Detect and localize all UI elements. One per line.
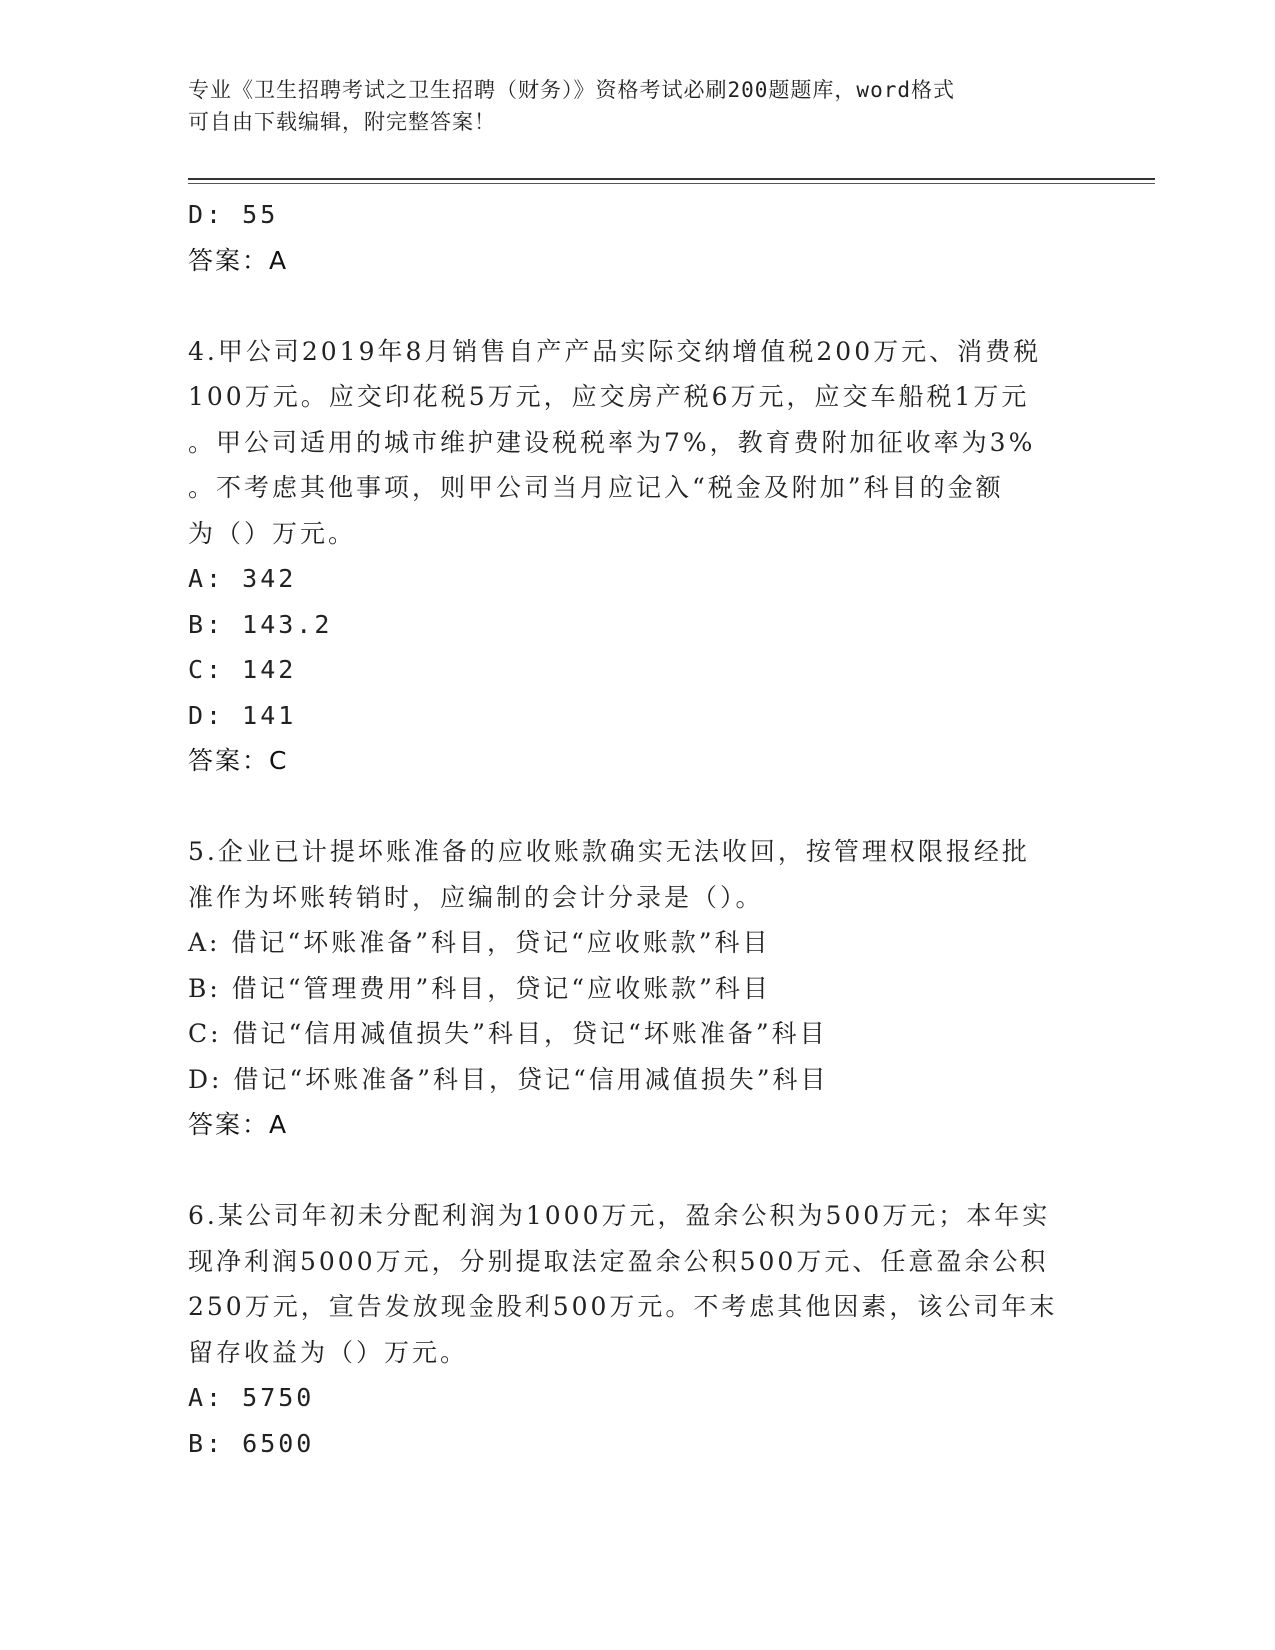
question-text-line: 准作为坏账转销时，应编制的会计分录是（）。 xyxy=(188,882,764,912)
question-text-line: 。甲公司适用的城市维护建设税税率为7%，教育费附加征收率为3% xyxy=(188,427,1036,457)
question-text-line: 现净利润5000万元，分别提取法定盈余公积500万元、任意盈余公积 xyxy=(188,1246,1049,1276)
option-b: B: 借记“管理费用”科目，贷记“应收账款”科目 xyxy=(188,973,771,1003)
header-divider-thin xyxy=(188,183,1155,184)
option-b: B: 6500 xyxy=(188,1428,315,1458)
spacer xyxy=(188,283,1088,329)
option-c: C: 142 xyxy=(188,655,297,684)
question-text-line: 100万元。应交印花税5万元，应交房产税6万元，应交车船税1万元 xyxy=(188,382,1030,411)
header-line-1: 专业《卫生招聘考试之卫生招聘（财务）》资格考试必刷200题题库，word格式 xyxy=(188,78,955,102)
option-d: D: 借记“坏账准备”科目，贷记“信用减值损失”科目 xyxy=(188,1064,829,1094)
question-text-line: 为（）万元。 xyxy=(188,518,357,548)
question-5 xyxy=(188,829,1088,1148)
option-c: C: 借记“信用减值损失”科目，贷记“坏账准备”科目 xyxy=(188,1019,828,1048)
answer-line: 答案：C xyxy=(188,746,289,775)
header-line-2: 可自由下载编辑，附完整答案！ xyxy=(188,110,496,134)
question-text-line: 留存收益为（）万元。 xyxy=(188,1337,469,1367)
option-a: A: 342 xyxy=(188,564,297,593)
question-text-line: 6.某公司年初未分配利润为1000万元，盈余公积为500万元；本年实 xyxy=(188,1201,1051,1230)
header-divider-thick xyxy=(188,178,1155,180)
question-text-line: 250万元，宣告发放现金股利500万元。不考虑其他因素，该公司年末 xyxy=(188,1292,1058,1321)
answer-line: 答案：A xyxy=(188,1110,289,1139)
option-d: D: 141 xyxy=(188,700,297,730)
document-header xyxy=(188,74,1088,138)
question-6 xyxy=(188,1193,1088,1466)
question-text-line: 4.甲公司2019年8月销售自产产品实际交纳增值税200万元、消费税 xyxy=(188,336,1042,366)
question-content xyxy=(188,192,1088,1466)
spacer xyxy=(188,784,1088,830)
spacer xyxy=(188,1148,1088,1194)
question-text-line: 。不考虑其他事项，则甲公司当月应记入“税金及附加”科目的金额 xyxy=(188,473,1004,502)
prev-question xyxy=(188,192,1088,283)
option-d: D: 55 xyxy=(188,200,279,229)
option-a: A: 借记“坏账准备”科目，贷记“应收账款”科目 xyxy=(188,928,771,957)
option-a: A: 5750 xyxy=(188,1383,315,1412)
answer-line: 答案：A xyxy=(188,245,289,275)
question-4 xyxy=(188,329,1088,784)
option-b: B: 143.2 xyxy=(188,609,333,639)
question-text-line: 5.企业已计提坏账准备的应收账款确实无法收回，按管理权限报经批 xyxy=(188,837,1030,866)
